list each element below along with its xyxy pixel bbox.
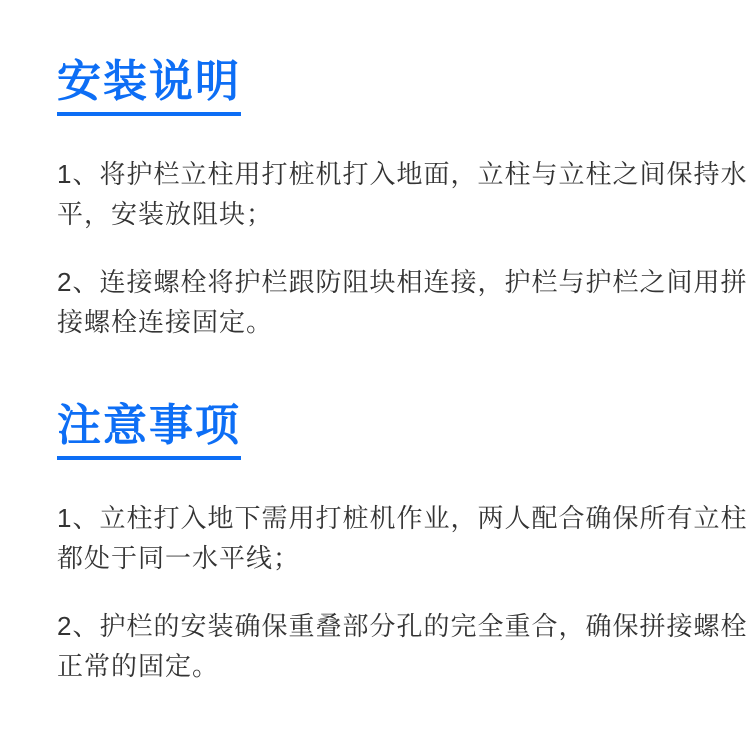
paragraph-line: 平，安装放阻块； [57,199,274,229]
section-precautions [57,401,748,686]
installation-step-2 [57,262,748,342]
paragraph-line: 接螺栓连接固定。 [57,307,274,337]
precaution-step-1 [57,498,748,578]
precautions-section-title: 注意事项 [57,402,241,460]
paragraph-line: 1、立柱打入地下需用打桩机作业，两人配合确保所有立柱 [57,503,748,533]
section-title-wrap [57,58,700,116]
paragraph-line: 1、将护栏立柱用打桩机打入地面，立柱与立柱之间保持水 [57,159,748,189]
precaution-step-2 [57,606,748,686]
installation-step-1 [57,154,748,234]
paragraph-line: 都处于同一水平线； [57,543,301,573]
paragraph-line: 2、护栏的安装确保重叠部分孔的完全重合，确保拼接螺栓 [57,611,748,641]
section-installation [57,57,748,342]
installation-section-title: 安装说明 [57,58,241,116]
section-title-wrap [57,402,700,460]
paragraph-line: 2、连接螺栓将护栏跟防阻块相连接，护栏与护栏之间用拼 [57,267,748,297]
paragraph-line: 正常的固定。 [57,651,220,681]
